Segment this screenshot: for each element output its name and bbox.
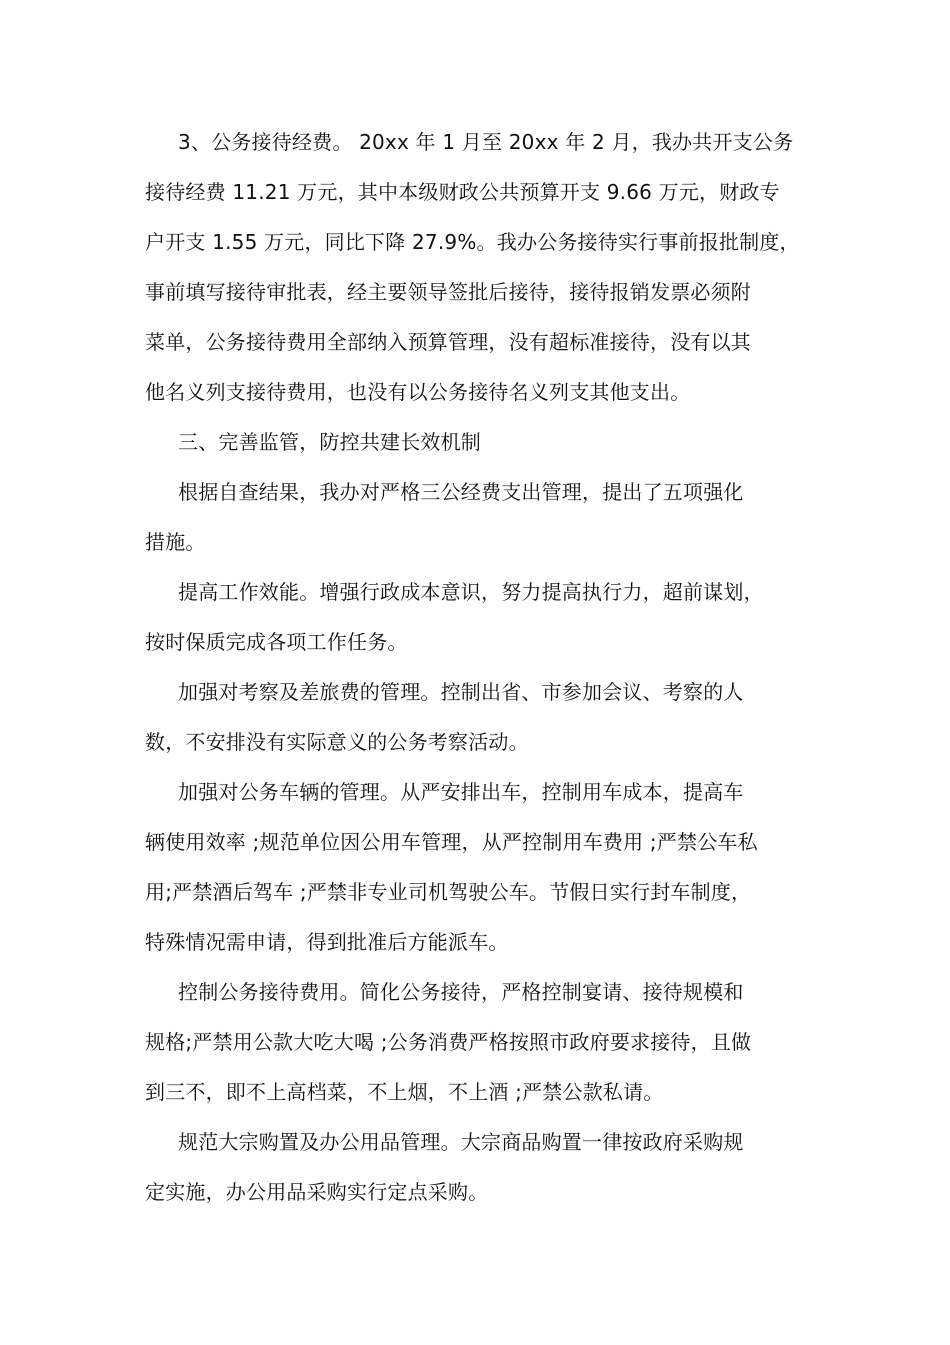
section-heading: 三、完善监管，防控共建长效机制	[178, 430, 481, 454]
text-line: 根据自查结果，我办对严格三公经费支出管理，提出了五项强化	[178, 480, 744, 504]
text-line: 加强对公务车辆的管理。从严安排出车，控制用车成本，提高车	[178, 780, 744, 804]
text-line: 他名义列支接待费用，也没有以公务接待名义列支其他支出。	[145, 380, 691, 404]
text-line: 3、公务接待经费。 20xx 年 1 月至 20xx 年 2 月，我办共开支公务	[178, 130, 794, 154]
text-line: 辆使用效率 ;规范单位因公用车管理，从严控制用车费用 ;严禁公车私	[145, 830, 758, 854]
text-line: 措施。	[145, 530, 206, 554]
text-line: 加强对考察及差旅费的管理。控制出省、市参加会议、考察的人	[178, 680, 744, 704]
text-line: 规范大宗购置及办公用品管理。大宗商品购置一律按政府采购规	[178, 1130, 744, 1154]
text-line: 接待经费 11.21 万元，其中本级财政公共预算开支 9.66 万元，财政专	[145, 180, 780, 204]
text-line: 到三不，即不上高档菜，不上烟，不上酒 ;严禁公款私请。	[145, 1080, 664, 1104]
text-line: 控制公务接待费用。简化公务接待，严格控制宴请、接待规模和	[178, 980, 744, 1004]
text-line: 特殊情况需申请，得到批准后方能派车。	[145, 930, 509, 954]
text-line: 户开支 1.55 万元，同比下降 27.9%。我办公务接待实行事前报批制度，	[145, 230, 800, 254]
text-line: 事前填写接待审批表，经主要领导签批后接待，接待报销发票必须附	[145, 280, 751, 304]
text-line: 菜单，公务接待费用全部纳入预算管理，没有超标准接待，没有以其	[145, 330, 751, 354]
text-line: 按时保质完成各项工作任务。	[145, 630, 408, 654]
text-line: 用;严禁酒后驾车 ;严禁非专业司机驾驶公车。节假日实行封车制度，	[145, 880, 752, 904]
text-line: 定实施，办公用品采购实行定点采购。	[145, 1180, 489, 1204]
text-line: 提高工作效能。增强行政成本意识，努力提高执行力，超前谋划，	[178, 580, 764, 604]
text-line: 规格;严禁用公款大吃大喝 ;公务消费严格按照市政府要求接待，且做	[145, 1030, 752, 1054]
text-line: 数，不安排没有实际意义的公务考察活动。	[145, 730, 529, 754]
